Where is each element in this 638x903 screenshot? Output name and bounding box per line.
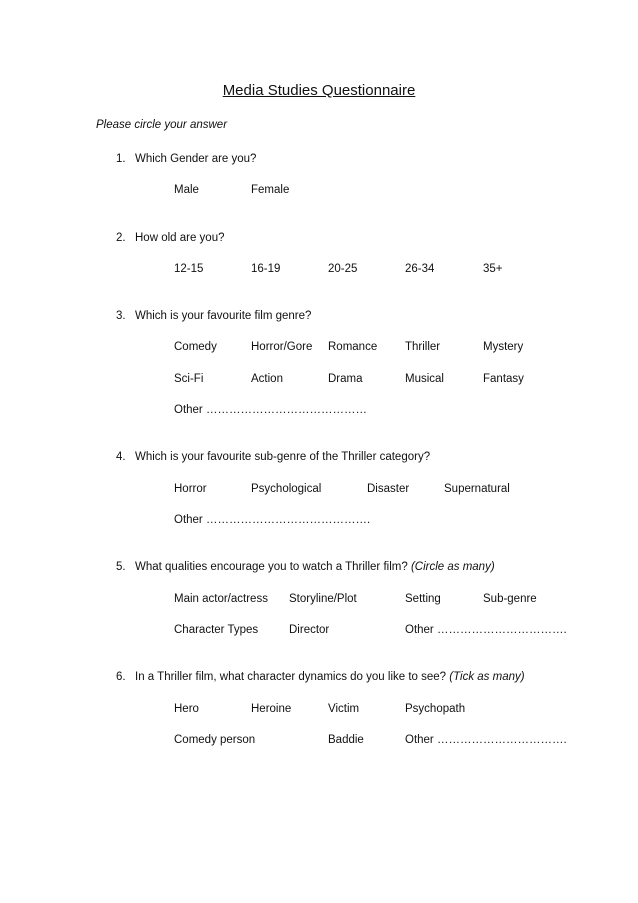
- question-note: (Circle as many): [410, 561, 495, 573]
- option-female[interactable]: Female: [251, 184, 290, 196]
- option-victim[interactable]: Victim: [328, 703, 360, 715]
- option-heroine[interactable]: Heroine: [251, 703, 292, 715]
- option-psychological[interactable]: Psychological: [251, 483, 322, 495]
- question-text: Which Gender are you?: [135, 153, 257, 165]
- option-baddie[interactable]: Baddie: [328, 734, 364, 746]
- question-note: (Tick as many): [449, 671, 525, 683]
- option-mystery[interactable]: Mystery: [483, 341, 524, 353]
- question-number: 2.: [116, 232, 126, 244]
- option-disaster[interactable]: Disaster: [367, 483, 410, 495]
- question-body: In a Thriller film, what character dynamics do you like to see?: [135, 671, 447, 683]
- option-supernatural[interactable]: Supernatural: [444, 483, 510, 495]
- option-comedy[interactable]: Comedy: [174, 341, 217, 353]
- option-fantasy[interactable]: Fantasy: [483, 373, 524, 385]
- option-storyline-plot[interactable]: Storyline/Plot: [289, 593, 357, 605]
- option-director[interactable]: Director: [289, 624, 330, 636]
- option-action[interactable]: Action: [251, 373, 283, 385]
- option-comedy-person[interactable]: Comedy person: [174, 734, 256, 746]
- question-body: What qualities encourage you to watch a Thriller film?: [135, 561, 408, 573]
- option-setting[interactable]: Setting: [405, 593, 441, 605]
- option-horror[interactable]: Horror: [174, 483, 207, 495]
- question-number: 3.: [116, 310, 126, 322]
- instruction: Please circle your answer: [96, 119, 228, 131]
- question-number: 1.: [116, 153, 126, 165]
- option-sub-genre[interactable]: Sub-genre: [483, 593, 537, 605]
- option-male[interactable]: Male: [174, 184, 199, 196]
- option-character-types[interactable]: Character Types: [174, 624, 259, 636]
- option-other-field[interactable]: Other …………………………….: [405, 624, 567, 636]
- option-psychopath[interactable]: Psychopath: [405, 703, 466, 715]
- question-text: Which is your favourite film genre?: [135, 310, 312, 322]
- option-drama[interactable]: Drama: [328, 373, 363, 385]
- option-thriller[interactable]: Thriller: [405, 341, 441, 353]
- question-number: 5.: [116, 561, 126, 573]
- question-text: How old are you?: [135, 232, 225, 244]
- option-hero[interactable]: Hero: [174, 703, 199, 715]
- option-other-field[interactable]: Other ……………………………………: [174, 404, 367, 416]
- question-number: 4.: [116, 451, 126, 463]
- option-sci-fi[interactable]: Sci-Fi: [174, 373, 204, 385]
- option-12-15[interactable]: 12-15: [174, 263, 204, 275]
- option-26-34[interactable]: 26-34: [405, 263, 435, 275]
- option-16-19[interactable]: 16-19: [251, 263, 281, 275]
- question-text: [135, 670, 525, 684]
- question-number: 6.: [116, 671, 126, 683]
- option-main-actor[interactable]: Main actor/actress: [174, 593, 268, 605]
- question-text: Which is your favourite sub-genre of the Thriller category?: [135, 451, 431, 463]
- option-35-plus[interactable]: 35+: [483, 263, 503, 275]
- page-title: Media Studies Questionnaire: [222, 82, 416, 99]
- option-horror-gore[interactable]: Horror/Gore: [251, 341, 313, 353]
- option-musical[interactable]: Musical: [405, 373, 444, 385]
- option-other-field[interactable]: Other …………………………………….: [174, 514, 371, 526]
- question-text: [135, 560, 495, 574]
- option-romance[interactable]: Romance: [328, 341, 378, 353]
- option-other-field[interactable]: Other …………………………….: [405, 734, 567, 746]
- option-20-25[interactable]: 20-25: [328, 263, 358, 275]
